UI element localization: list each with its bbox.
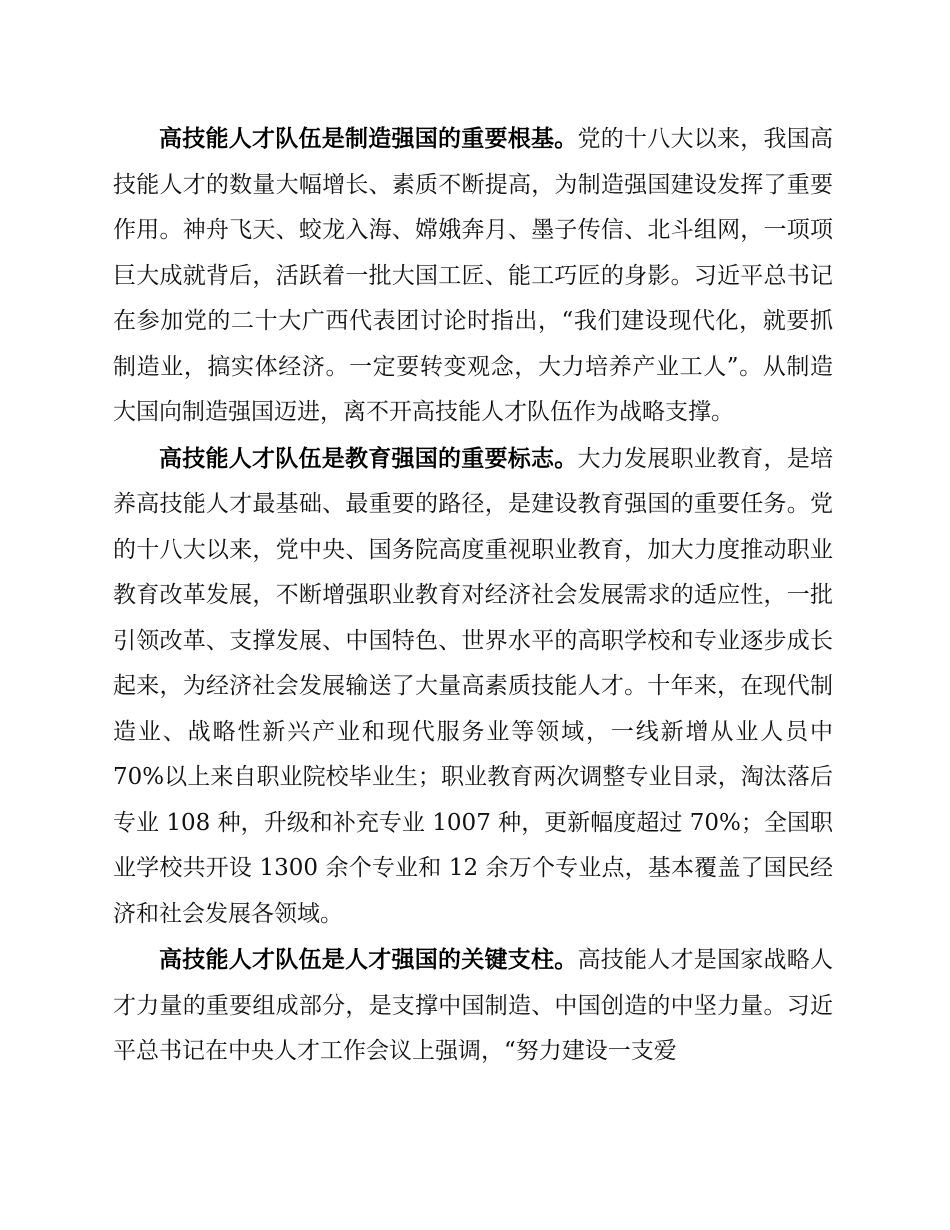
paragraph-education [113,436,833,938]
document-body [113,116,833,1075]
paragraph-heading: 高技能人才队伍是制造强国的重要根基。 [159,125,578,152]
paragraph-text: 党的十八大以来，我国高技能人才的数量大幅增长、素质不断提高，为制造强国建设发挥了重要作用。神舟飞天、蛟龙入海、嫦娥奔月、墨子传信、北斗组网，一项项巨大成就背后，活跃着一批大国工匠、能工巧匠的身影。习近平总书记在参加党的二十大广西代表团讨论时指出，“我们建设现代化，就要抓制造业，搞实体经济。一定要转变观念，大力培养产业工人”。从制造大国向制造强国迈进，离不开高技能人才队伍作为战略支撑。 [113,126,833,425]
paragraph-manufacturing [113,116,833,436]
paragraph-text: 高技能人才是国家战略人才力量的重要组成部分，是支撑中国制造、中国创造的中坚力量。习近平总书记在中央人才工作会议上强调，“努力建设一支爱 [113,947,833,1064]
paragraph-text: 大力发展职业教育，是培养高技能人才最基础、最重要的路径，是建设教育强国的重要任务。党的十八大以来，党中央、国务院高度重视职业教育，加大力度推动职业教育改革发展，不断增强职业教育对经济社会发展需求的适应性，一批引领改革、支撑发展、中国特色、世界水平的高职学校和专业逐步成长起来，为经济社会发展输送了大量高素质技能人才。十年来，在现代制造业、战略性新兴产业和现代服务业等领域，一线新增从业人员中 70%以上来自职业院校毕业生；职业教育两次调整专业目录，淘汰落后专业 108 种，升级和补充专业 1007 种，更新幅度超过 70%；全国职业学校共开设 1300 余个专业和 12 余万个专业点，基本覆盖了国民经济和社会发展各领域。 [113,445,833,927]
paragraph-talent [113,937,833,1075]
paragraph-heading: 高技能人才队伍是人才强国的关键支柱。 [159,946,578,973]
paragraph-heading: 高技能人才队伍是教育强国的重要标志。 [159,444,578,472]
